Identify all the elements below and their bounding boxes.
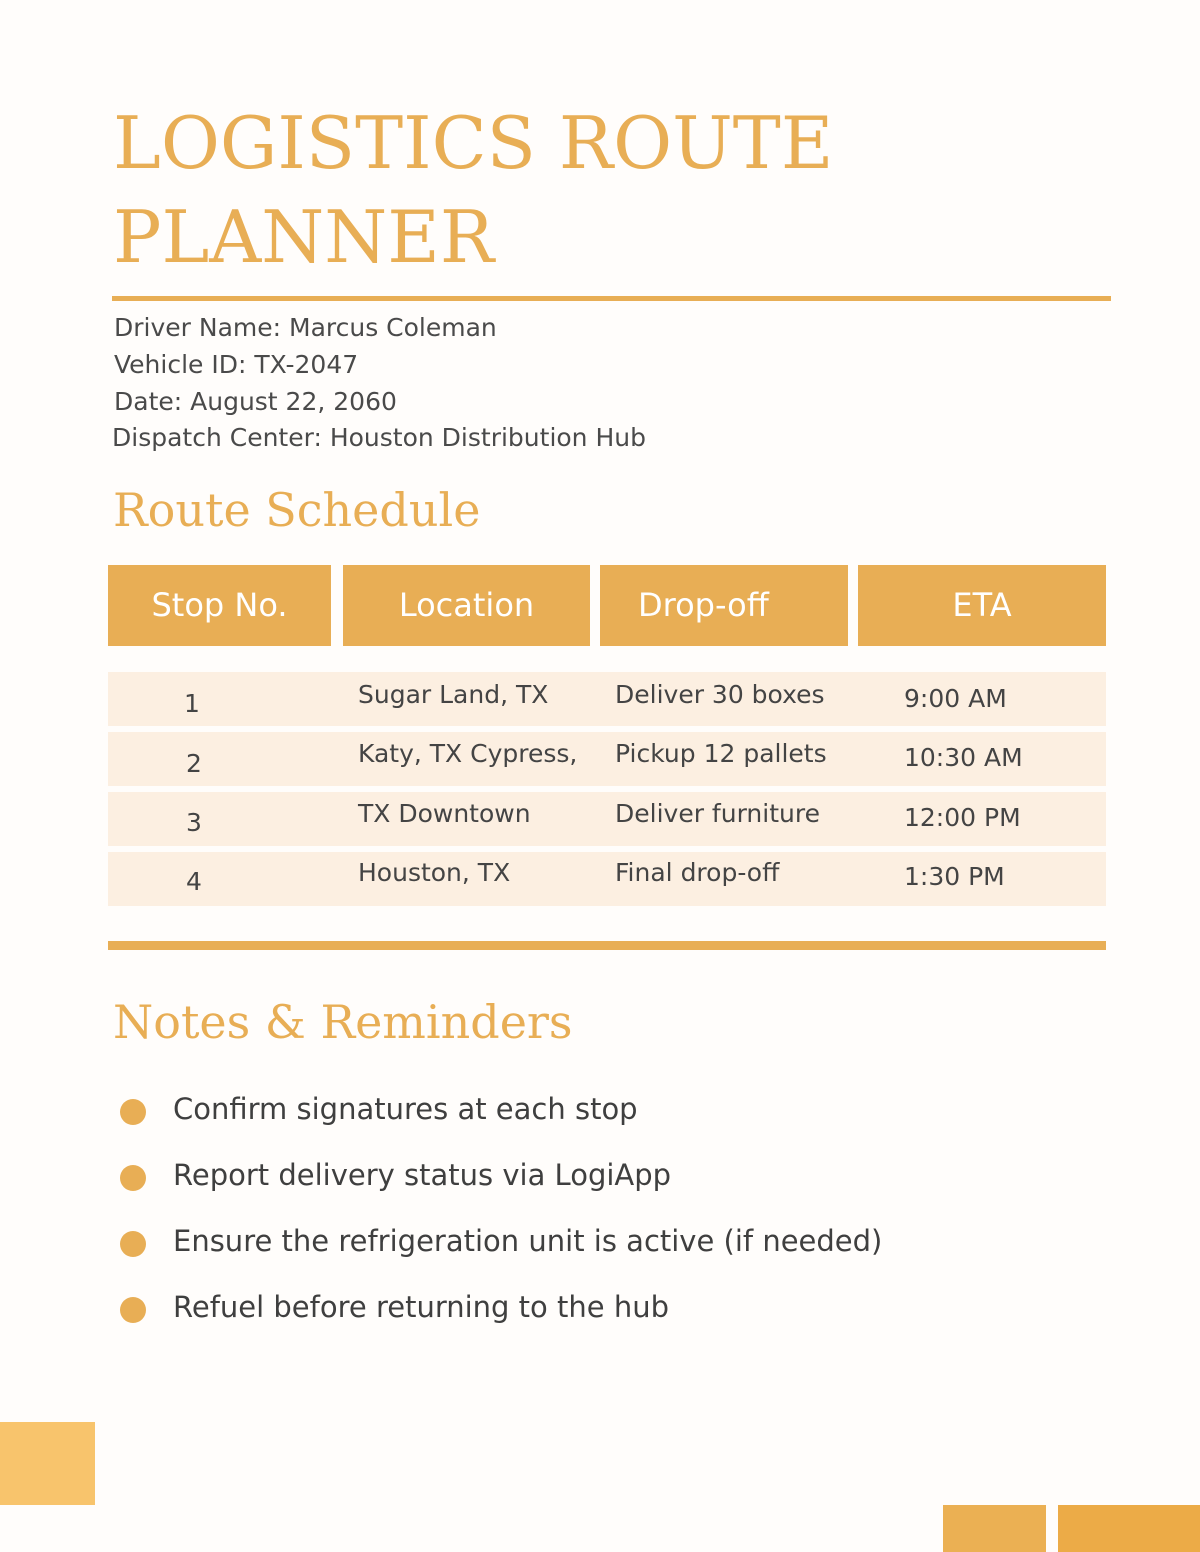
header-location: Location (343, 565, 590, 646)
header-eta: ETA (858, 565, 1106, 646)
bullet-dot-icon (120, 1165, 146, 1191)
bullet-dot-icon (120, 1297, 146, 1323)
table-row (108, 852, 1106, 906)
header-drop-off: Drop-off (600, 565, 848, 646)
table-bottom-divider (108, 941, 1106, 950)
cell-location: Sugar Land, TX (358, 680, 549, 709)
decorative-block-bottom-2 (1058, 1505, 1200, 1552)
decorative-block-bottom-1 (943, 1505, 1046, 1552)
cell-eta: 10:30 AM (904, 743, 1023, 772)
table-row (108, 792, 1106, 846)
table-row (108, 732, 1106, 786)
decorative-block-left (0, 1422, 95, 1505)
bullet-dot-icon (120, 1099, 146, 1125)
note-text: Ensure the refrigeration unit is active (if needed) (173, 1224, 883, 1258)
date: Date: August 22, 2060 (114, 387, 397, 416)
cell-location: TX Downtown (358, 799, 531, 828)
cell-stop: 2 (186, 749, 202, 778)
note-text: Report delivery status via LogiApp (173, 1158, 672, 1192)
table-row (108, 672, 1106, 726)
page-title: LOGISTICS ROUTE PLANNER (113, 101, 834, 279)
notes-heading: Notes & Reminders (113, 995, 573, 1049)
bullet-dot-icon (120, 1231, 146, 1257)
cell-eta: 12:00 PM (904, 803, 1021, 832)
cell-stop: 4 (186, 867, 202, 896)
cell-stop: 3 (186, 808, 202, 837)
cell-eta: 1:30 PM (904, 862, 1005, 891)
cell-location: Katy, TX Cypress, (358, 739, 578, 768)
cell-dropoff: Deliver 30 boxes (615, 680, 825, 709)
note-text: Refuel before returning to the hub (173, 1290, 669, 1324)
header-stop-no: Stop No. (108, 565, 331, 646)
vehicle-id: Vehicle ID: TX-2047 (114, 350, 359, 379)
cell-location: Houston, TX (358, 858, 511, 887)
cell-dropoff: Pickup 12 pallets (615, 739, 827, 768)
cell-dropoff: Deliver furniture (615, 799, 820, 828)
route-schedule-heading: Route Schedule (113, 483, 481, 537)
title-divider (112, 296, 1111, 301)
cell-dropoff: Final drop-off (615, 858, 780, 887)
driver-name: Driver Name: Marcus Coleman (114, 313, 497, 342)
cell-stop: 1 (184, 689, 200, 718)
dispatch-center: Dispatch Center: Houston Distribution Hub (112, 423, 646, 452)
note-text: Confirm signatures at each stop (173, 1092, 638, 1126)
cell-eta: 9:00 AM (904, 684, 1007, 713)
